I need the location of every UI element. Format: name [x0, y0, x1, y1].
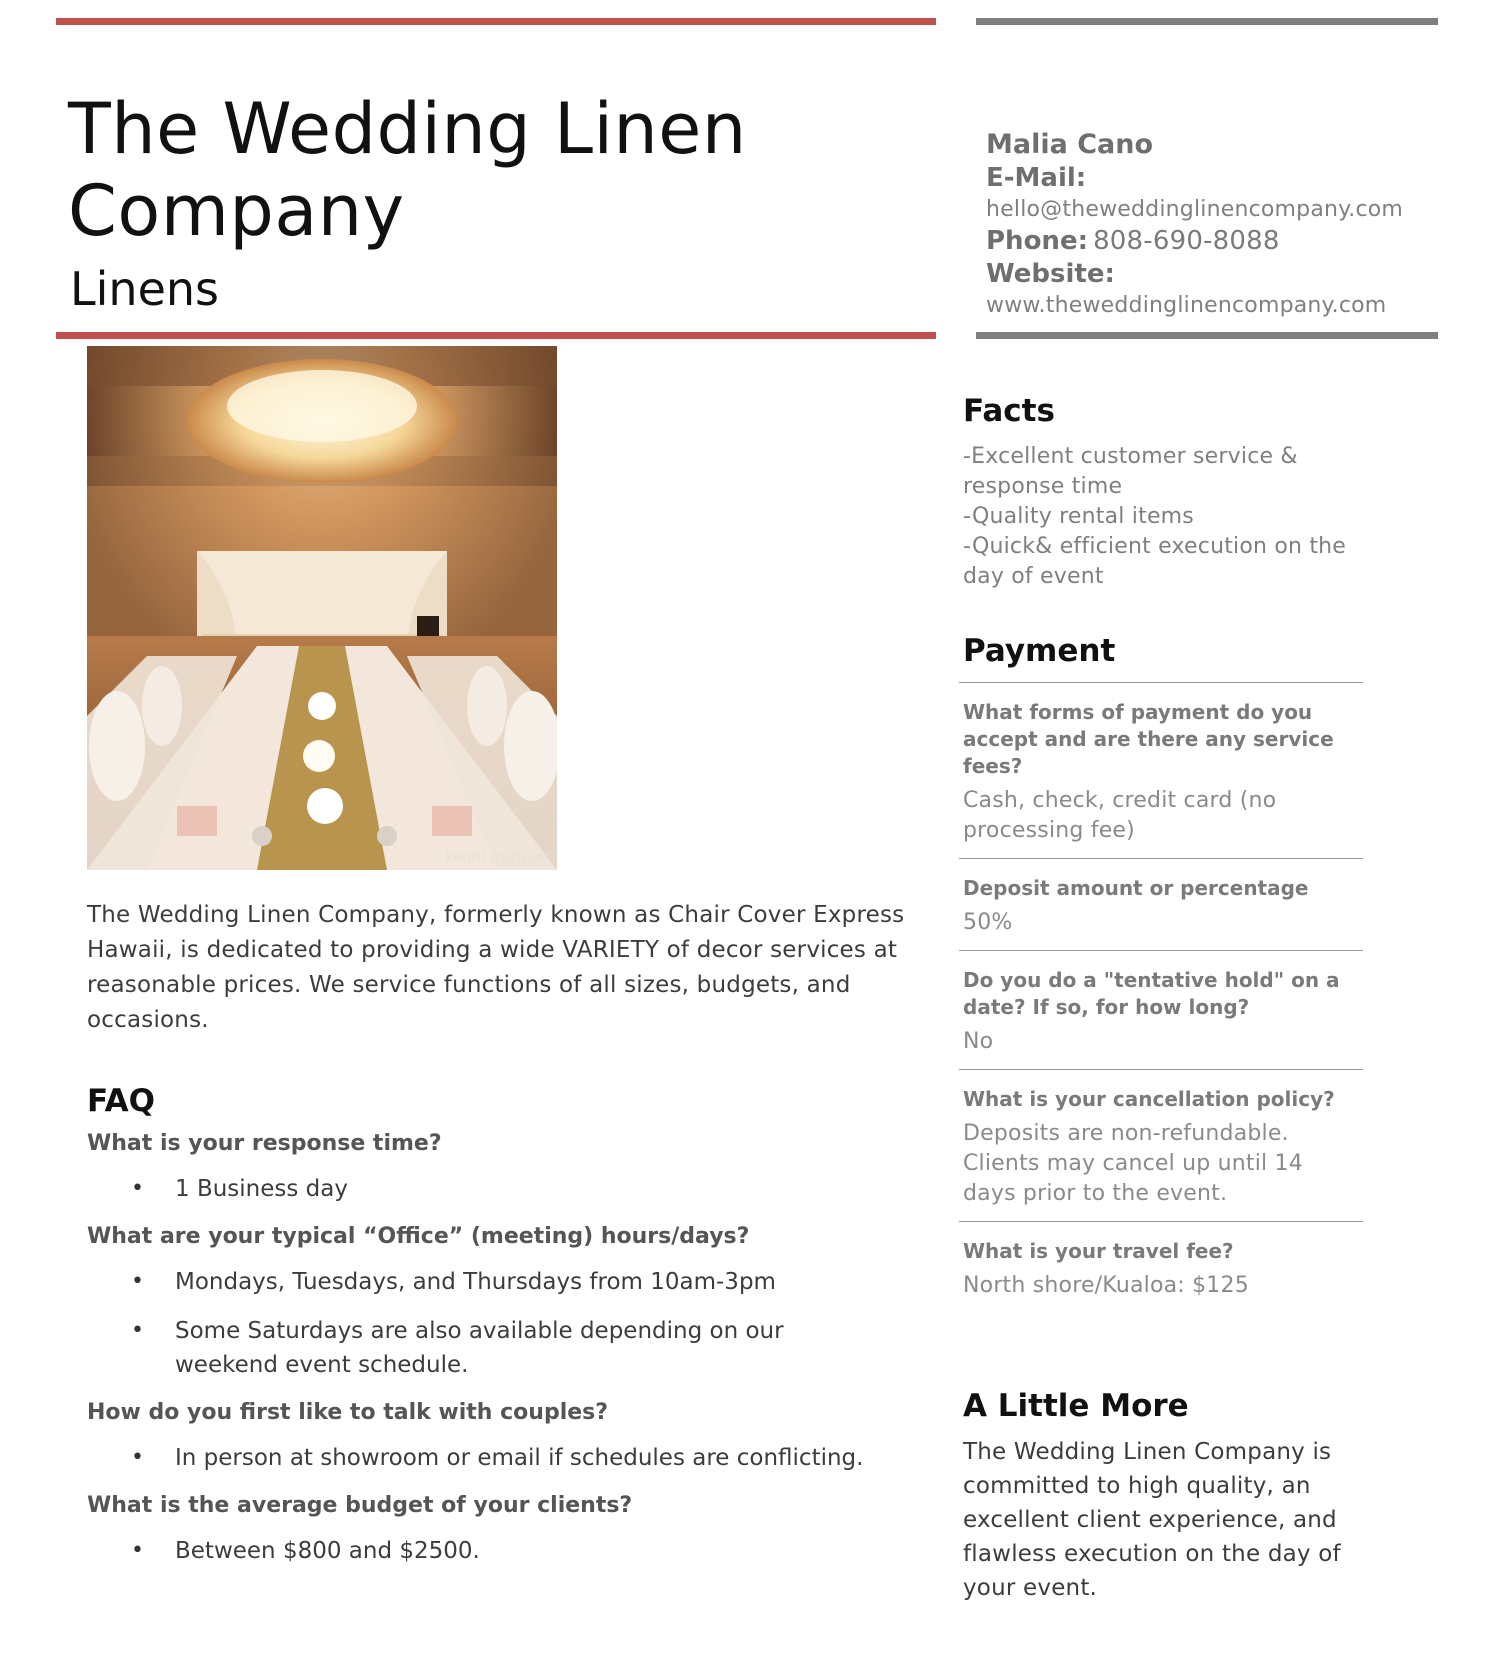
page-subtitle: Linens: [70, 262, 219, 316]
payment-question: What is your travel fee?: [963, 1239, 1234, 1263]
faq-question: What is the average budget of your clients?: [87, 1493, 633, 1518]
right-column: [963, 390, 1363, 1605]
faq-answer-list: [87, 1172, 947, 1206]
faq-answer: • 1 Business day: [87, 1172, 947, 1206]
phone-line: [986, 225, 1456, 258]
title-top-rule: [56, 18, 936, 25]
payment-question: Do you do a "tentative hold" on a date? If so, for how long?: [963, 968, 1340, 1019]
faq-question: What are your typical “Office” (meeting) hours/days?: [87, 1224, 750, 1249]
intro-paragraph: The Wedding Linen Company, formerly known as Chair Cover Express Hawaii, is dedicated to providing a wide VARIETY of decor services at reasonable prices. We service functions of all sizes, budgets, and occasions.: [87, 902, 905, 1033]
contact-block: [986, 128, 1456, 321]
payment-item: [959, 950, 1363, 1069]
payment-item: [959, 858, 1363, 950]
fact-line: -Quality rental items: [963, 504, 1194, 529]
payment-item: [959, 682, 1363, 858]
website-value[interactable]: www.theweddinglinencompany.com: [986, 293, 1387, 318]
facts-heading: Facts: [963, 393, 1055, 429]
photo-credit: keoni michael: [444, 848, 549, 866]
contact-top-rule: [976, 18, 1438, 25]
faq-answer-list: [87, 1534, 947, 1568]
payment-answer: Deposits are non-refundable. Clients may cancel up until 14 days prior to the event.: [963, 1121, 1303, 1206]
faq-answer: • Some Saturdays are also available depending on our weekend event schedule.: [87, 1314, 947, 1382]
payment-heading: Payment: [963, 633, 1116, 669]
faq-answer: • Between $800 and $2500.: [87, 1534, 947, 1568]
faq-heading: FAQ: [87, 1083, 155, 1119]
faq-question: What is your response time?: [87, 1131, 442, 1156]
more-heading: A Little More: [963, 1388, 1189, 1424]
fact-line: -Excellent customer service & response time: [963, 444, 1298, 499]
facts-list: [963, 442, 1363, 592]
email-value[interactable]: hello@theweddinglinencompany.com: [986, 197, 1404, 222]
faq-question: How do you first like to talk with couples?: [87, 1400, 609, 1425]
faq-answer-list: [87, 1441, 947, 1475]
faq-answer: • Mondays, Tuesdays, and Thursdays from 10am-3pm: [87, 1265, 947, 1299]
contact-name: Malia Cano: [986, 129, 1154, 160]
payment-question: What is your cancellation policy?: [963, 1087, 1335, 1111]
email-label: E-Mail:: [986, 163, 1087, 193]
payment-answer: 50%: [963, 910, 1013, 935]
phone-label: Phone:: [986, 226, 1088, 256]
more-paragraph: The Wedding Linen Company is committed to high quality, an excellent client experience, and flawless execution on the day of your event.: [963, 1439, 1341, 1601]
payment-question: Deposit amount or percentage: [963, 876, 1309, 900]
title-bottom-rule: [56, 332, 936, 339]
venue-photo: [87, 346, 557, 870]
payment-item: [959, 1221, 1363, 1313]
phone-value[interactable]: 808-690-8088: [1093, 226, 1280, 256]
payment-list: [963, 682, 1363, 1313]
payment-question: What forms of payment do you accept and are there any service fees?: [963, 700, 1334, 778]
faq-answer-list: [87, 1265, 947, 1382]
fact-line: -Quick& efficient execution on the day of event: [963, 534, 1347, 589]
faq-answer: • In person at showroom or email if schedules are conflicting.: [87, 1441, 947, 1475]
page-title: The Wedding Linen Company: [68, 88, 747, 252]
payment-item: [959, 1069, 1363, 1221]
website-label: Website:: [986, 259, 1115, 289]
payment-answer: No: [963, 1029, 994, 1054]
ballroom-illustration: [87, 346, 557, 870]
contact-bottom-rule: [976, 332, 1438, 339]
faq-section: [87, 1080, 947, 1583]
payment-answer: North shore/Kualoa: $125: [963, 1273, 1249, 1298]
payment-answer: Cash, check, credit card (no processing fee): [963, 788, 1277, 843]
